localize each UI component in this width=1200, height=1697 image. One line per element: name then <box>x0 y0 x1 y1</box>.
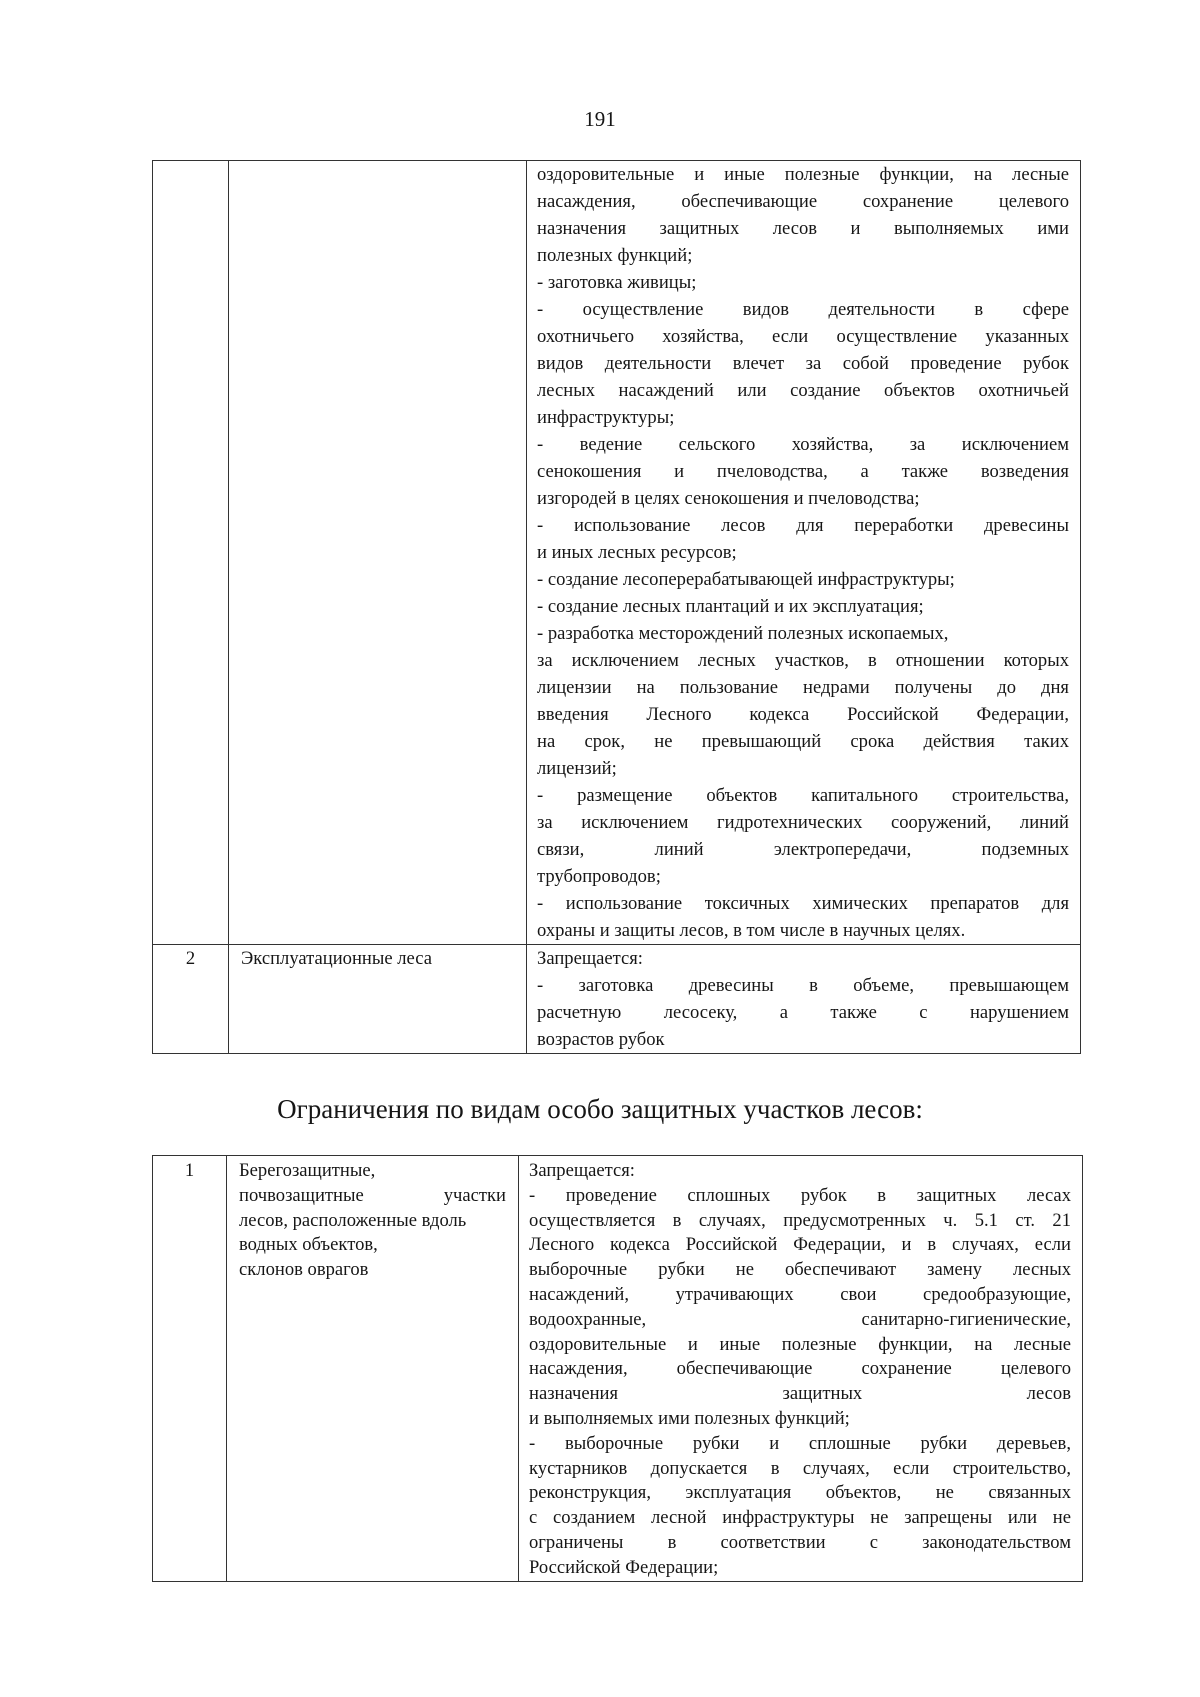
text-line: Запрещается: <box>537 948 643 969</box>
text-line: Берегозащитные, <box>239 1160 376 1181</box>
restrictions-table-continued <box>152 160 1081 1054</box>
text-line: назначения защитных лесов и выполняемых ими <box>537 218 1069 239</box>
text-line: за исключением гидротехнических сооружений, линий <box>537 812 1069 833</box>
text-line: насаждений, утрачивающих свои средообразующие, <box>529 1283 1071 1305</box>
text-line: насаждения, обеспечивающие сохранение целевого <box>537 191 1069 212</box>
text-line: охотничьего хозяйства, если осуществление указанных <box>537 326 1069 347</box>
text-line: Запрещается: <box>529 1160 635 1181</box>
text-line: - использование токсичных химических препаратов для <box>537 893 1069 914</box>
section-heading: Ограничения по видам особо защитных участков лесов: <box>277 1094 923 1124</box>
special-protective-areas-table <box>152 1155 1083 1582</box>
text-line: - размещение объектов капитального строительства, <box>537 785 1069 806</box>
text-line: - выборочные рубки и сплошные рубки деревьев, <box>529 1432 1071 1454</box>
row-number: 2 <box>153 945 229 1054</box>
text-line: инфраструктуры; <box>537 407 675 428</box>
text-line: - создание лесоперерабатывающей инфраструктуры; <box>537 569 955 590</box>
text-line: водоохранные, санитарно-гигиенические, <box>529 1308 1071 1330</box>
text-line: - создание лесных плантаций и их эксплуатация; <box>537 596 924 617</box>
restrictions-text <box>527 945 1081 1054</box>
text-line: осуществляется в случаях, предусмотренных ч. 5.1 ст. 21 <box>529 1209 1071 1231</box>
text-line: - заготовка живицы; <box>537 272 697 293</box>
text-line: за исключением лесных участков, в отношении которых <box>537 650 1069 671</box>
row-number <box>153 161 229 945</box>
text-line: сенокошения и пчеловодства, а также возведения <box>537 461 1069 482</box>
text-line: ограничены в соответствии с законодательством <box>529 1531 1071 1553</box>
text-line: лицензии на пользование недрами получены до дня <box>537 677 1069 698</box>
text-line: введения Лесного кодекса Российской Федерации, <box>537 704 1069 725</box>
text-line: водных объектов, <box>239 1234 378 1256</box>
forest-category <box>229 161 527 945</box>
text-line: выборочные рубки не обеспечивают замену лесных <box>529 1259 1071 1281</box>
text-line: лесных насаждений или создание объектов охотничьей <box>537 380 1069 401</box>
text-line: оздоровительные и иные полезные функции, на лесные <box>537 164 1069 185</box>
text-line: и иных лесных ресурсов; <box>537 542 737 563</box>
restrictions-text <box>519 1156 1083 1582</box>
text-line: реконструкция, эксплуатация объектов, не связанных <box>529 1482 1071 1504</box>
text-line: назначения защитных лесов <box>529 1383 1071 1405</box>
text-line: охраны и защиты лесов, в том числе в научных целях. <box>537 920 966 941</box>
text-line: и выполняемых ими полезных функций; <box>529 1407 850 1429</box>
text-line: - ведение сельского хозяйства, за исключением <box>537 434 1069 455</box>
table-row <box>153 945 1081 1054</box>
text-line: почвозащитные участки <box>239 1184 506 1206</box>
text-line: - проведение сплошных рубок в защитных лесах <box>529 1184 1071 1206</box>
text-line: оздоровительные и иные полезные функции, на лесные <box>529 1333 1071 1355</box>
text-line: изгородей в целях сенокошения и пчеловодства; <box>537 488 920 509</box>
row-number: 1 <box>153 1156 227 1582</box>
text-line: лесов, расположенные вдоль <box>239 1209 467 1231</box>
table-row <box>153 1156 1083 1582</box>
text-line: Лесного кодекса Российской Федерации, и в случаях, если <box>529 1234 1071 1256</box>
text-line: расчетную лесосеку, а также с нарушением <box>537 1002 1069 1023</box>
text-line: - разработка месторождений полезных ископаемых, <box>537 623 949 644</box>
text-line: возрастов рубок <box>537 1029 665 1050</box>
text-line: видов деятельности влечет за собой проведение рубок <box>537 353 1069 374</box>
text-line: насаждения, обеспечивающие сохранение целевого <box>529 1358 1071 1380</box>
text-line: - осуществление видов деятельности в сфере <box>537 299 1069 320</box>
text-line: лицензий; <box>537 758 617 779</box>
restrictions-text <box>527 161 1081 945</box>
page-number: 191 <box>584 107 616 131</box>
text-line: полезных функций; <box>537 245 693 266</box>
text-line: - использование лесов для переработки древесины <box>537 515 1069 536</box>
text-line: кустарников допускается в случаях, если строительство, <box>529 1457 1071 1479</box>
table-row <box>153 161 1081 945</box>
text-line: с созданием лесной инфраструктуры не запрещены или не <box>529 1507 1071 1529</box>
text-line: трубопроводов; <box>537 866 661 887</box>
area-category <box>227 1156 519 1582</box>
forest-category: Эксплуатационные леса <box>229 945 527 1054</box>
text-line: - заготовка древесины в объеме, превышающем <box>537 975 1069 996</box>
text-line: склонов оврагов <box>239 1259 369 1281</box>
text-line: на срок, не превышающий срока действия таких <box>537 731 1069 752</box>
text-line: Российской Федерации; <box>529 1556 719 1578</box>
text-line: связи, линий электропередачи, подземных <box>537 839 1069 860</box>
